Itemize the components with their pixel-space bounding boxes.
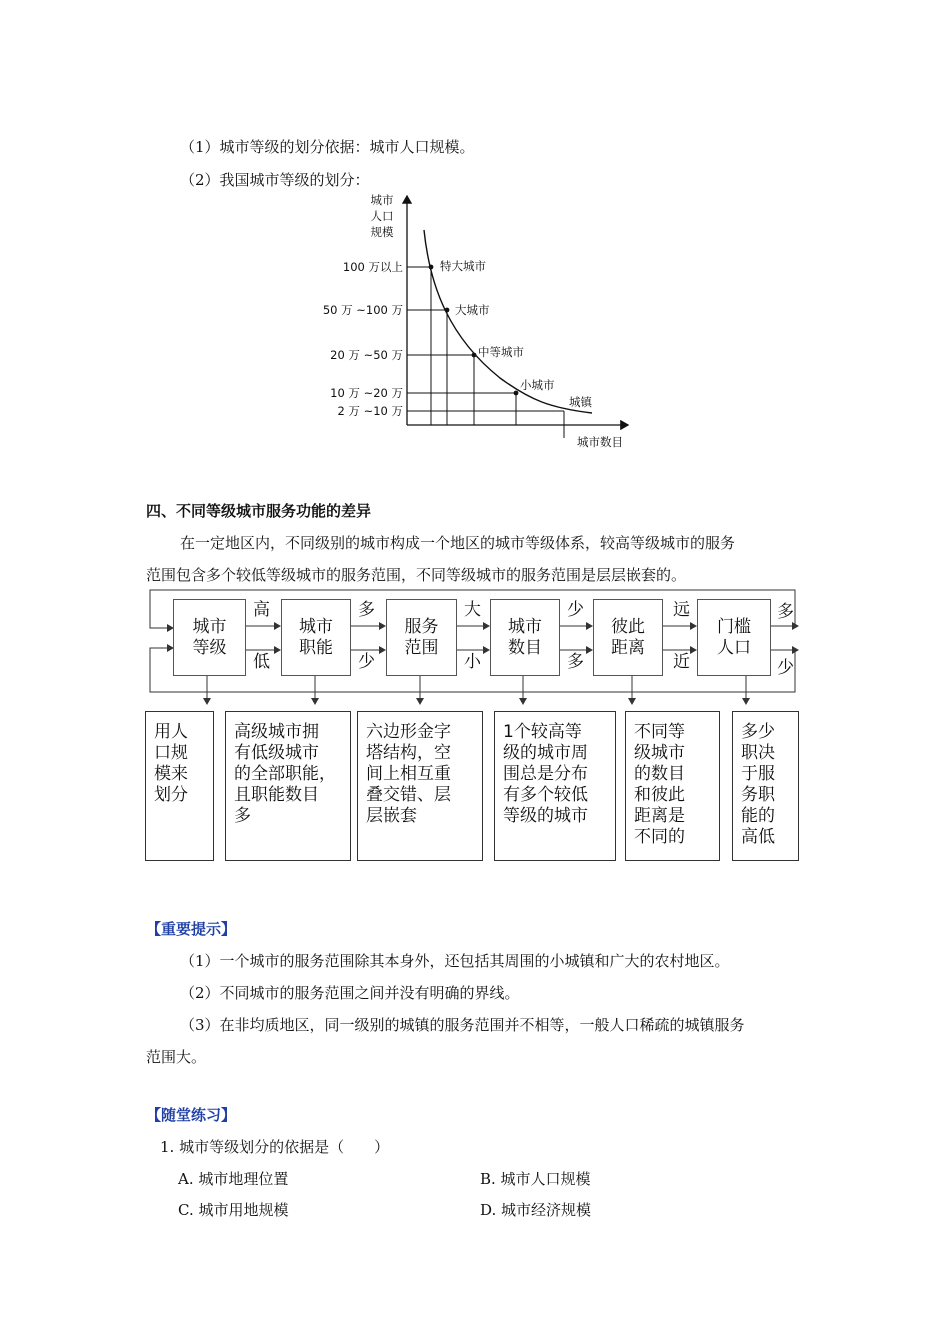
level-name-4: 小城市 xyxy=(520,378,555,392)
top-label-3: 大 xyxy=(464,600,481,620)
bottom-label-2: 少 xyxy=(358,652,375,672)
level-name-5: 城镇 xyxy=(569,395,592,409)
flow-box-city-count xyxy=(490,599,560,676)
range-label-4: 10 万 ~20 万 xyxy=(330,386,403,400)
top-label-1: 高 xyxy=(253,600,270,620)
level-name-1: 特大城市 xyxy=(440,259,486,273)
flow-box-4-l1: 城市 xyxy=(508,616,542,637)
option-a[interactable]: A. 城市地理位置 xyxy=(178,1170,289,1188)
range-label-5: 2 万 ~10 万 xyxy=(337,404,403,418)
range-label-1: 100 万以上 xyxy=(342,260,403,274)
level-name-3: 中等城市 xyxy=(478,345,524,359)
y-label-line-2: 人口 xyxy=(370,209,394,223)
city-curve xyxy=(424,230,592,413)
top-label-4: 少 xyxy=(567,600,584,620)
desc-box-6: 多少 职决 于服 务职 能的 高低 xyxy=(732,711,799,861)
flow-box-3-l1: 服务 xyxy=(404,616,439,637)
flow-box-5-l1: 彼此 xyxy=(611,616,645,637)
flow-box-2-l1: 城市 xyxy=(299,616,333,637)
practice-heading: 【随堂练习】 xyxy=(146,1106,237,1124)
level-name-2: 大城市 xyxy=(455,303,490,317)
bottom-label-5: 近 xyxy=(673,652,690,672)
y-label-line-1: 城市 xyxy=(370,193,394,207)
flow-box-5-l2: 距离 xyxy=(611,637,645,658)
range-label-3: 20 万 ~50 万 xyxy=(330,348,403,362)
top-label-2: 多 xyxy=(358,600,375,620)
bottom-label-4: 多 xyxy=(567,652,584,672)
tips-item-3-line-1: （3）在非均质地区，同一级别的城镇的服务范围并不相等，一般人口稀疏的城镇服务 xyxy=(180,1016,745,1034)
desc-box-4: 1个较高等 级的城市周 围总是分布 有多个较低 等级的城市 xyxy=(494,711,616,861)
flow-box-1-l2: 等级 xyxy=(192,637,227,658)
intro-line-2: （2）我国城市等级的划分： xyxy=(180,171,370,189)
point-1 xyxy=(429,265,434,270)
tips-item-3-line-2: 范围大。 xyxy=(146,1048,207,1066)
flow-box-city-function xyxy=(281,599,351,676)
top-label-6: 多 xyxy=(777,602,794,622)
question-1: 1. 城市等级划分的依据是（ ） xyxy=(160,1138,390,1156)
point-4 xyxy=(514,391,519,396)
flow-box-service-range xyxy=(386,599,457,676)
top-label-5: 远 xyxy=(673,600,690,620)
flow-diagram xyxy=(140,588,805,864)
tips-item-2: （2）不同城市的服务范围之间并没有明确的界线。 xyxy=(180,984,520,1002)
x-label: 城市数目 xyxy=(577,435,623,449)
desc-box-5: 不同等 级城市 的数目 和彼此 距离是 不同的 xyxy=(625,711,720,861)
bottom-label-3: 小 xyxy=(464,652,481,672)
city-level-chart xyxy=(300,188,640,460)
desc-box-1: 用人 口规 模来 划分 xyxy=(145,711,214,861)
desc-box-2: 高级城市拥 有低级城市 的全部职能， 且职能数目 多 xyxy=(225,711,351,861)
section-para-line-1: 在一定地区内，不同级别的城市构成一个地区的城市等级体系，较高等级城市的服务 xyxy=(180,534,736,552)
flow-box-city-level xyxy=(173,599,246,676)
flow-box-distance xyxy=(593,599,663,676)
flow-box-6-l1: 门槛 xyxy=(717,616,751,637)
flow-box-4-l2: 数目 xyxy=(508,637,542,658)
bottom-label-1: 低 xyxy=(253,652,270,672)
tips-heading: 【重要提示】 xyxy=(146,920,237,938)
section-para-line-2: 范围包含多个较低等级城市的服务范围，不同等级城市的服务范围是层层嵌套的。 xyxy=(146,566,687,584)
point-3 xyxy=(472,353,477,358)
option-c[interactable]: C. 城市用地规模 xyxy=(178,1201,289,1219)
flow-box-6-l2: 人口 xyxy=(717,637,751,658)
flow-box-threshold-population xyxy=(697,599,771,676)
section-heading: 四、不同等级城市服务功能的差异 xyxy=(146,502,372,520)
option-d[interactable]: D. 城市经济规模 xyxy=(480,1201,592,1219)
intro-line-1: （1）城市等级的划分依据：城市人口规模。 xyxy=(180,138,475,156)
tips-item-1: （1）一个城市的服务范围除其本身外，还包括其周围的小城镇和广大的农村地区。 xyxy=(180,952,730,970)
bottom-label-6: 少 xyxy=(777,658,794,678)
y-label-line-3: 规模 xyxy=(370,225,394,239)
point-2 xyxy=(445,308,450,313)
range-label-2: 50 万 ~100 万 xyxy=(322,303,403,317)
flow-box-1-l1: 城市 xyxy=(192,616,227,637)
flow-box-2-l2: 职能 xyxy=(299,637,333,658)
desc-box-3: 六边形金字 塔结构，空 间上相互重 叠交错、层 层嵌套 xyxy=(357,711,483,861)
option-b[interactable]: B. 城市人口规模 xyxy=(480,1170,591,1188)
flow-box-3-l2: 范围 xyxy=(404,637,439,658)
